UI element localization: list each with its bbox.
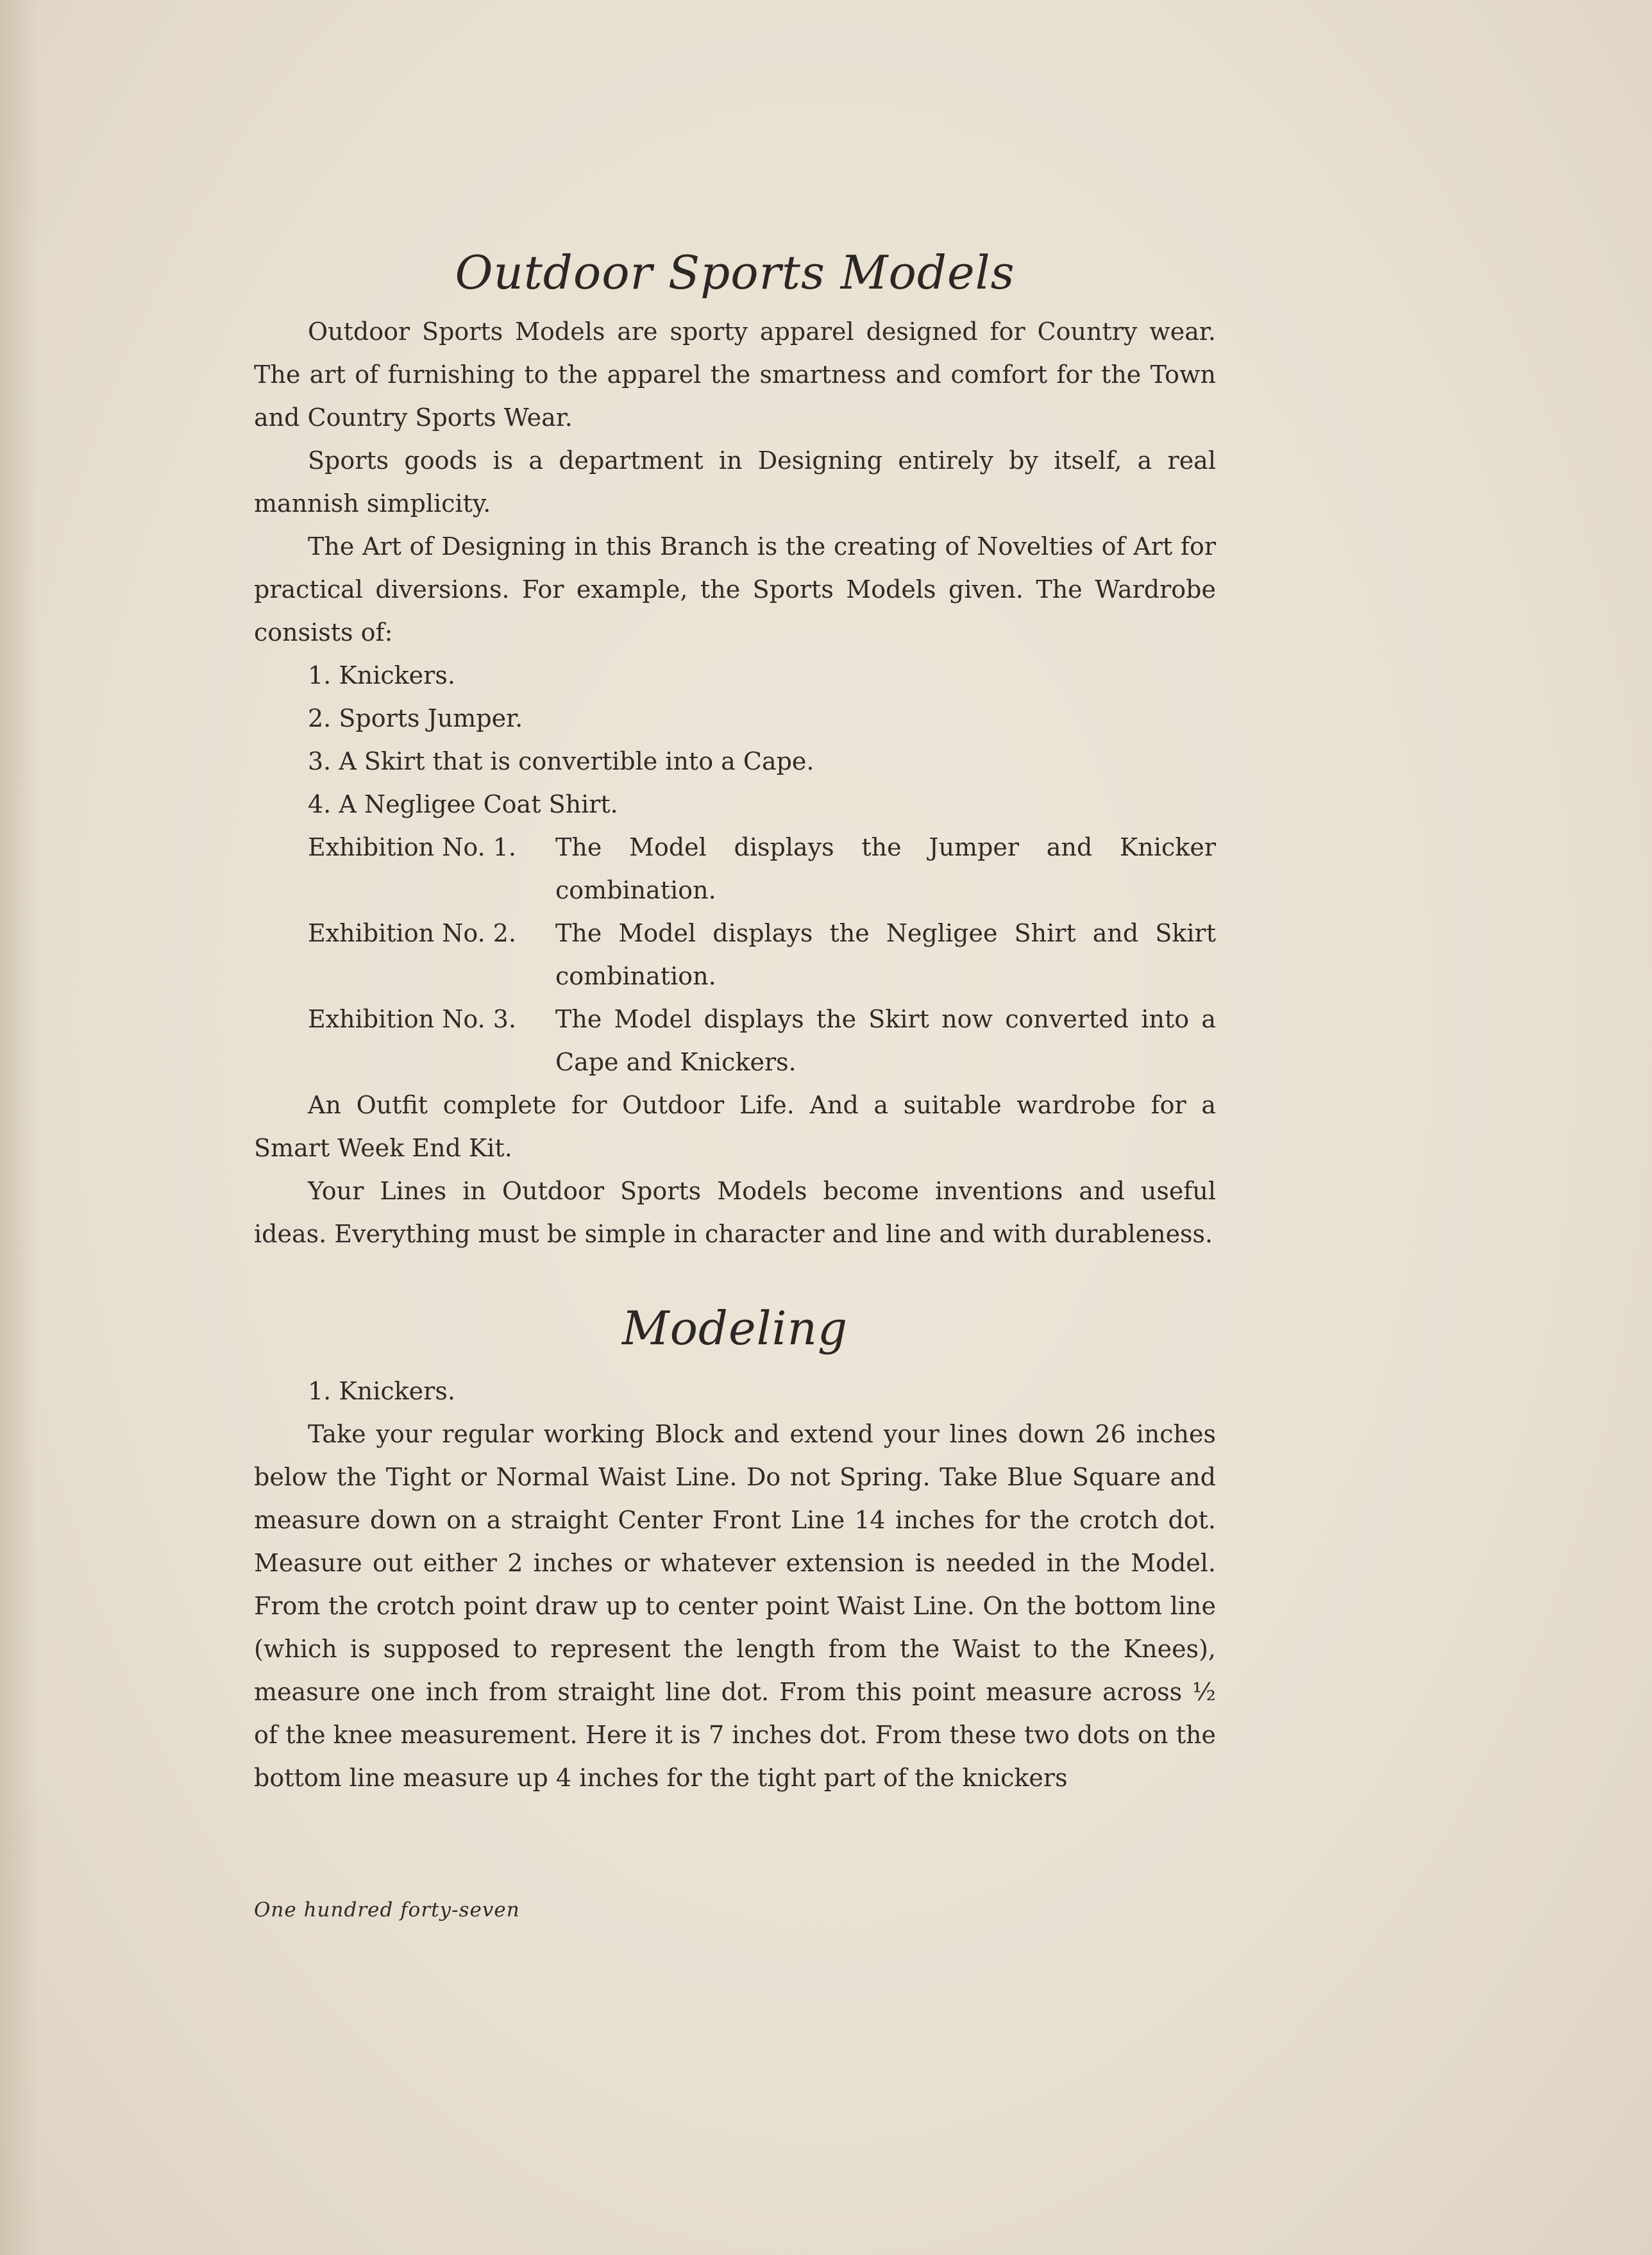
wardrobe-item-jumper: 2. Sports Jumper. xyxy=(308,704,523,732)
exhibition-description-cont: combination. xyxy=(555,962,716,990)
paragraph-intro: Outdoor Sports Models are sporty apparel designed for Country wear. The art of furnishing to the apparel the smartness and comfort for the Town and Country Sports Wear. xyxy=(254,317,1216,432)
exhibition-description: The Model displays the Negligee Shirt and Skirt xyxy=(555,919,1216,947)
exhibition-text xyxy=(555,998,1216,1084)
exhibition-label: Exhibition No. 1. xyxy=(308,833,517,861)
section-title-modeling: Modeling xyxy=(621,1301,848,1355)
wardrobe-item-skirt: 3. A Skirt that is convertible into a Cape. xyxy=(308,747,814,775)
wardrobe-item-knickers: 1. Knickers. xyxy=(308,661,455,689)
spine-shadow xyxy=(0,0,38,2255)
paragraph-sports-goods: Sports goods is a department in Designing entirely by itself, a real mannish simplicity. xyxy=(254,446,1216,518)
paragraph-art-of-designing: The Art of Designing in this Branch is the creating of Novelties of Art for practical diversions. For example, the Sports Models given. The Wardrobe consists of: xyxy=(254,532,1216,646)
exhibition-description-cont: Cape and Knickers. xyxy=(555,1048,796,1076)
page-number: One hundred forty-seven xyxy=(254,1898,520,1921)
exhibition-1 xyxy=(254,826,1216,912)
wardrobe-item-negligee: 4. A Negligee Coat Shirt. xyxy=(308,790,618,818)
paragraph-outfit: An Outfit complete for Outdoor Life. And a suitable wardrobe for a Smart Week End Kit. xyxy=(254,1091,1216,1162)
modeling-item-knickers: 1. Knickers. xyxy=(308,1377,455,1405)
exhibition-label: Exhibition No. 2. xyxy=(308,919,517,947)
exhibition-description: The Model displays the Jumper and Knicker xyxy=(555,833,1216,861)
exhibition-3 xyxy=(254,998,1216,1084)
exhibition-text xyxy=(555,826,1216,912)
exhibition-2 xyxy=(254,912,1216,998)
page-content xyxy=(254,231,1216,1800)
exhibition-text xyxy=(555,912,1216,998)
exhibition-label: Exhibition No. 3. xyxy=(308,1005,517,1033)
section-title-outdoor-sports-models: Outdoor Sports Models xyxy=(455,246,1015,300)
paragraph-modeling-instructions: Take your regular working Block and extend your lines down 26 inches below the Tight or Normal Waist Line. Do not Spring. Take Blue Square and measure down on a straight Center Front Line 14 inches for the crotch dot. Measure out either 2 inches or whatever extension is needed in the Model. From the crotch point draw up to center point Waist Line. On the bottom line (which is supposed to represent the length from the Waist to the Knees), measure one inch from straight line dot. From this point measure across ½ of the knee measurement. Here it is 7 inches dot. From these two dots on the bottom line measure up 4 inches for the tight part of the knickers xyxy=(254,1420,1216,1792)
paragraph-your-lines: Your Lines in Outdoor Sports Models become inventions and useful ideas. Everything must be simple in character and line and with durableness. xyxy=(254,1177,1216,1248)
exhibition-description: The Model displays the Skirt now converted into a xyxy=(555,1005,1216,1033)
exhibition-description-cont: combination. xyxy=(555,876,716,904)
